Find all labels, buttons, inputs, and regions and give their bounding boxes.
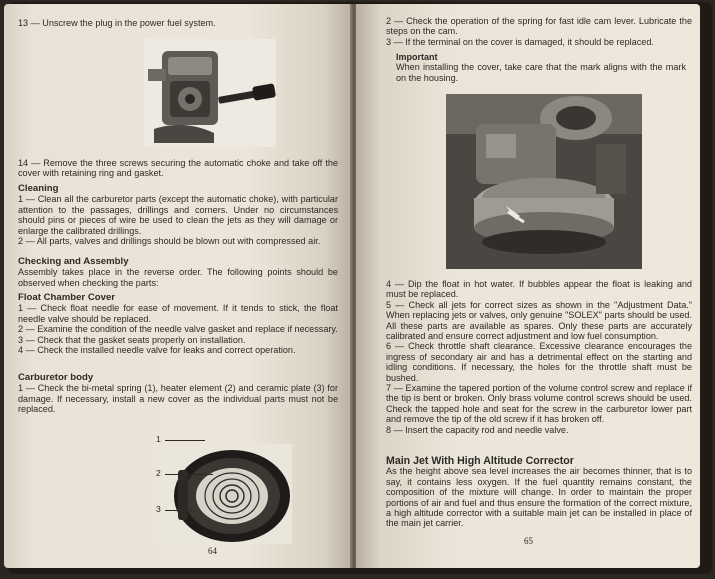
important-heading: Important bbox=[396, 52, 438, 62]
float-chamber-paragraph-1: 1 — Check float needle for ease of movement. If it tends to stick, the float needle valve should be replaced. bbox=[18, 303, 338, 324]
callout-2: 2 bbox=[156, 468, 161, 478]
carburetor-housing-photo bbox=[446, 94, 642, 269]
checking-heading: Checking and Assembly bbox=[18, 256, 129, 267]
step-14-text: 14 — Remove the three screws securing the automatic choke and take off the cover with retaining ring and gasket. bbox=[18, 158, 338, 179]
float-chamber-paragraph-2: 2 — Examine the condition of the needle valve gasket and replace if necessary. bbox=[18, 324, 338, 335]
carburetor-body-paragraph: 1 — Check the bi-metal spring (1), heater element (2) and ceramic plate (3) for damage. If necessary, install a new cover as the individual parts must not be replaced. bbox=[18, 383, 338, 415]
float-chamber-paragraph-3: 3 — Check that the gasket seats properly on installation. bbox=[18, 334, 246, 345]
callout-2-leader bbox=[165, 474, 213, 475]
right-page bbox=[356, 4, 700, 568]
right-steps-4-8 bbox=[386, 279, 692, 435]
step-8-text: 8 — Insert the capacity rod and needle valve. bbox=[386, 424, 569, 435]
callout-3: 3 bbox=[156, 504, 161, 514]
float-chamber-paragraph-4: 4 — Check the installed needle valve for leaks and correct operation. bbox=[18, 345, 296, 356]
page-number-right: 65 bbox=[524, 536, 533, 546]
important-text: When installing the cover, take care that the mark aligns with the mark on the housing. bbox=[396, 62, 686, 83]
main-jet-heading: Main Jet With High Altitude Corrector bbox=[386, 455, 574, 467]
float-chamber-heading: Float Chamber Cover bbox=[18, 292, 116, 303]
step-13-text: 13 — Unscrew the plug in the power fuel system. bbox=[18, 18, 216, 28]
cleaning-paragraph-1: 1 — Clean all the carburetor parts (except the automatic choke), with particular attention to the passages, drillings and corners. Under no circumstances should pins or pieces of wire be used to clean the jets as they will damage or enlarge the calibrated drillings. bbox=[18, 194, 338, 236]
main-jet-paragraph: As the height above sea level increases the air becomes thinner, that is to say, it contains less oxygen. If the fuel quantity remains constant, the composition of the mixture will change. In order to maintain the proper portions of air and fuel and thus ensure the formation of the correct mixture, a high altitude corrector with a suitable main jet can be installed in place of the main jet carrier. bbox=[386, 466, 692, 529]
cleaning-heading: Cleaning bbox=[18, 183, 59, 194]
step-7-text: 7 — Examine the tapered portion of the volume control screw and replace if the tip is bent or broken. Only brass volume control screws should be used. Check the tapped hole and seat for the screw in the carburetor lower part and remove the tip of the old screw if it has broken off. bbox=[386, 383, 692, 425]
carburetor-body-heading: Carburetor body bbox=[18, 372, 94, 383]
callout-3-leader bbox=[165, 510, 195, 511]
step-5-text: 5 — Check all jets for correct sizes as shown in the "Adjustment Data." When replacing jets or valves, only genuine "SOLEX" parts should be used. All these parts are available as spares. Only these parts are accurately calibrated and ensure correct adjustment and low fuel consumption. bbox=[386, 299, 692, 342]
step-6-text: 6 — Check throttle shaft clearance. Excessive clearance encourages the ingress of secondary air and has a detrimental effect on the starting and idling conditions. If necessary, the holes for the throttle shaft must be bushed. bbox=[386, 341, 692, 383]
left-page bbox=[4, 4, 352, 568]
carburetor-body-section bbox=[18, 373, 338, 415]
callout-1: 1 bbox=[156, 434, 161, 444]
automatic-choke-cover-photo bbox=[152, 444, 292, 544]
callout-1-leader bbox=[165, 440, 205, 441]
main-jet-section bbox=[386, 456, 692, 529]
float-chamber-section bbox=[18, 293, 338, 355]
checking-paragraph: Assembly takes place in the reverse order. The following points should be observed when checking the parts: bbox=[18, 267, 338, 288]
cleaning-section bbox=[18, 184, 338, 246]
important-note bbox=[396, 52, 686, 83]
carburetor-plug-photo bbox=[144, 39, 276, 147]
step-4-text: 4 — Dip the float in hot water. If bubbles appear the float is leaking and must be replaced. bbox=[386, 279, 692, 300]
step-2-text: 2 — Check the operation of the spring for fast idle cam lever. Lubricate the steps on the cam. bbox=[386, 16, 692, 37]
page-number-left: 64 bbox=[208, 546, 217, 556]
cleaning-paragraph-2: 2 — All parts, valves and drillings should be blown out with compressed air. bbox=[18, 236, 321, 247]
right-top-steps bbox=[386, 16, 692, 47]
step-3-text: 3 — If the terminal on the cover is damaged, it should be replaced. bbox=[386, 36, 654, 47]
checking-section bbox=[18, 257, 338, 288]
